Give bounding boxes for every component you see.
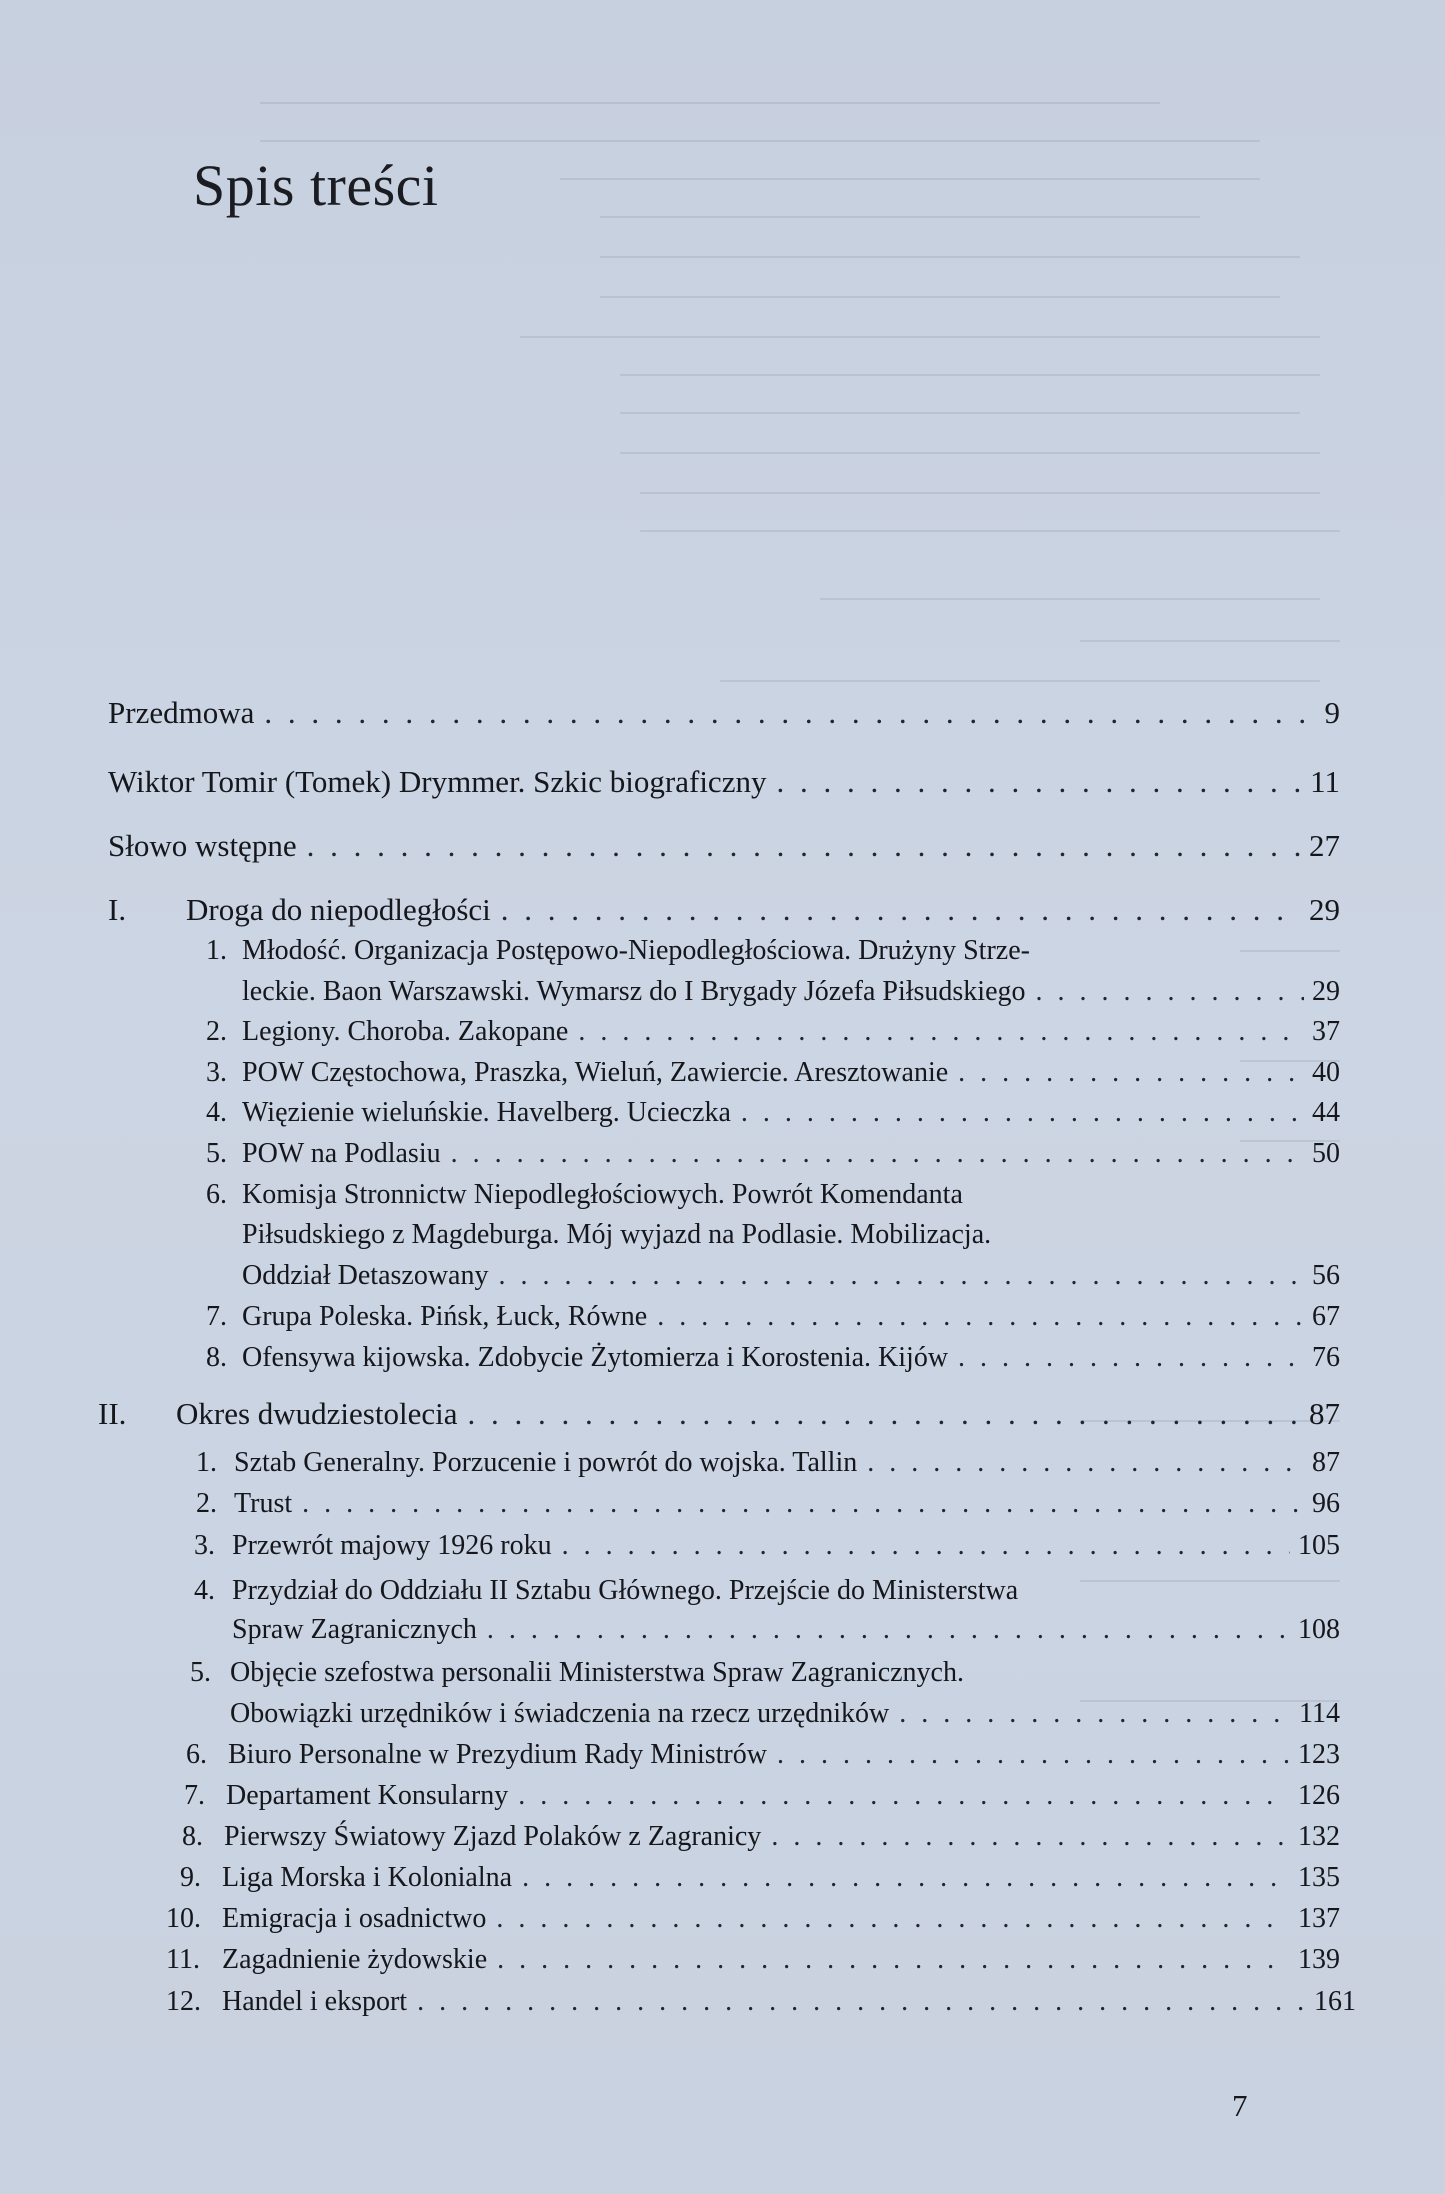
toc-item-line	[206, 935, 1030, 967]
toc-item	[206, 1057, 1340, 1089]
item-text: Przewrót majowy 1926 roku	[232, 1530, 552, 1561]
toc-item-line	[206, 1179, 963, 1211]
item-text: Liga Morska i Kolonialna	[222, 1862, 513, 1893]
toc-page-number: 44	[1312, 1097, 1340, 1128]
toc-item	[206, 1016, 1340, 1048]
toc-page-number: 40	[1312, 1057, 1340, 1088]
item-text: Biuro Personalne w Prezydium Rady Ministrów	[228, 1739, 767, 1770]
toc-page-number: 132	[1298, 1821, 1340, 1852]
toc-item	[242, 976, 1340, 1008]
leader-dots	[487, 1614, 1290, 1646]
toc-entry-preface	[108, 695, 1340, 731]
toc-item	[206, 1342, 1340, 1374]
page-folio: 7	[1232, 2088, 1248, 2123]
item-number: 7.	[206, 1301, 227, 1332]
item-number: 4.	[194, 1575, 215, 1606]
toc-page-number: 37	[1312, 1016, 1340, 1047]
toc-item-line	[190, 1657, 964, 1689]
item-text: Departament Konsularny	[226, 1780, 509, 1811]
leader-dots	[958, 1342, 1304, 1374]
item-number: 1.	[206, 935, 227, 966]
toc-item	[184, 1780, 1340, 1812]
leader-dots	[578, 1016, 1304, 1048]
toc-item	[182, 1821, 1340, 1853]
toc-item	[206, 1097, 1340, 1129]
toc-page-number: 114	[1299, 1698, 1340, 1729]
toc-page-number: 11	[1310, 764, 1340, 799]
toc-page-number: 29	[1312, 976, 1340, 1007]
leader-dots	[498, 1260, 1304, 1292]
toc-item	[230, 1698, 1340, 1730]
leader-dots	[451, 1138, 1304, 1170]
toc-item	[186, 1739, 1340, 1771]
toc-item-line	[194, 1575, 1018, 1607]
leader-dots	[867, 1447, 1304, 1479]
toc-page-number: 135	[1298, 1862, 1340, 1893]
toc-page-number: 27	[1309, 828, 1340, 863]
toc-part-1	[108, 892, 1340, 928]
item-text: Zagadnienie żydowskie	[222, 1944, 488, 1975]
leader-dots	[741, 1097, 1304, 1129]
leader-dots	[467, 1396, 1301, 1432]
part-title: Droga do niepodległości	[186, 892, 491, 927]
leader-dots	[302, 1488, 1304, 1520]
leader-dots	[1036, 976, 1304, 1008]
item-number: 6.	[186, 1739, 207, 1770]
item-number: 1.	[196, 1447, 217, 1478]
toc-item	[196, 1447, 1340, 1479]
toc-page-number: 56	[1312, 1260, 1340, 1291]
leader-dots	[496, 1903, 1290, 1935]
leader-dots	[497, 1944, 1290, 1976]
toc-page-number: 76	[1312, 1342, 1340, 1373]
item-text: Grupa Poleska. Pińsk, Łuck, Równe	[242, 1301, 648, 1332]
item-number: 10.	[166, 1903, 201, 1934]
toc-page-number: 87	[1312, 1447, 1340, 1478]
toc-item	[206, 1301, 1340, 1333]
item-number: 8.	[182, 1821, 203, 1852]
item-number: 6.	[206, 1179, 227, 1210]
item-text: Komisja Stronnictw Niepodległościowych. Powrót Komendanta	[242, 1179, 963, 1210]
item-text: Objęcie szefostwa personalii Ministerstwa Spraw Zagranicznych.	[230, 1657, 964, 1688]
part-number: I.	[108, 892, 127, 927]
toc-entry-biographical-sketch	[108, 764, 1340, 800]
toc-page-number: 108	[1298, 1614, 1340, 1645]
toc-page-number: 126	[1298, 1780, 1340, 1811]
item-text: Legiony. Choroba. Zakopane	[242, 1016, 569, 1047]
leader-dots	[657, 1301, 1304, 1333]
leader-dots	[899, 1698, 1291, 1730]
item-number: 9.	[180, 1862, 201, 1893]
toc-page-number: 123	[1298, 1739, 1340, 1770]
leader-dots	[264, 695, 1316, 731]
toc-page-number: 50	[1312, 1138, 1340, 1169]
item-number: 8.	[206, 1342, 227, 1373]
item-number: 3.	[194, 1530, 215, 1561]
toc-item	[166, 1944, 1340, 1976]
toc-item	[166, 1903, 1340, 1935]
toc-page-number: 161	[1314, 1986, 1356, 2017]
item-number: 5.	[190, 1657, 211, 1688]
toc-entry-title: Słowo wstępne	[108, 828, 297, 863]
leader-dots	[522, 1862, 1290, 1894]
item-text: Piłsudskiego z Magdeburga. Mój wyjazd na Podlasie. Mobilizacja.	[242, 1219, 992, 1250]
item-number: 4.	[206, 1097, 227, 1128]
leader-dots	[958, 1057, 1304, 1089]
toc-item	[242, 1260, 1340, 1292]
item-text: Więzienie wieluńskie. Havelberg. Ucieczka	[242, 1097, 731, 1128]
item-number: 12.	[166, 1986, 201, 2017]
leader-dots	[771, 1821, 1290, 1853]
leader-dots	[777, 1739, 1290, 1771]
item-text: Trust	[234, 1488, 293, 1519]
item-number: 5.	[206, 1138, 227, 1169]
part-title: Okres dwudziestolecia	[176, 1396, 458, 1431]
toc-item	[194, 1530, 1340, 1562]
leader-dots	[501, 892, 1301, 928]
toc-page-number: 139	[1298, 1944, 1340, 1975]
item-text: Handel i eksport	[222, 1986, 408, 2017]
item-text: Pierwszy Światowy Zjazd Polaków z Zagranicy	[224, 1821, 762, 1852]
toc-entry-title: Wiktor Tomir (Tomek) Drymmer. Szkic biograficzny	[108, 764, 767, 799]
item-text: Ofensywa kijowska. Zdobycie Żytomierza i Korostenia. Kijów	[242, 1342, 949, 1373]
item-number: 11.	[166, 1944, 200, 1975]
toc-item	[206, 1138, 1340, 1170]
toc-item	[180, 1862, 1340, 1894]
item-text: Emigracja i osadnictwo	[222, 1903, 487, 1934]
item-text: Młodość. Organizacja Postępowo-Niepodległościowa. Drużyny Strze-	[242, 935, 1030, 966]
toc-item-line	[242, 1219, 991, 1251]
page-title: Spis treści	[193, 153, 439, 218]
leader-dots	[417, 1986, 1306, 2018]
item-text: POW na Podlasiu	[242, 1138, 441, 1169]
toc-page-number: 87	[1309, 1396, 1340, 1431]
leader-dots	[307, 828, 1301, 864]
toc-item	[196, 1488, 1340, 1520]
toc-page-number: 29	[1309, 892, 1340, 927]
toc-page-number: 9	[1324, 695, 1340, 730]
toc-page-number: 137	[1298, 1903, 1340, 1934]
item-text: POW Częstochowa, Praszka, Wieluń, Zawiercie. Aresztowanie	[242, 1057, 949, 1088]
item-number: 7.	[184, 1780, 205, 1811]
item-text: Oddział Detaszowany	[242, 1260, 489, 1291]
toc-entry-title: Przedmowa	[108, 695, 255, 730]
toc-item	[232, 1614, 1340, 1646]
leader-dots	[776, 764, 1302, 800]
item-text: Sztab Generalny. Porzucenie i powrót do wojska. Tallin	[234, 1447, 858, 1478]
leader-dots	[518, 1780, 1290, 1812]
item-number: 2.	[196, 1488, 217, 1519]
toc-page-number: 96	[1312, 1488, 1340, 1519]
part-number: II.	[98, 1396, 127, 1431]
toc-entry-introduction	[108, 828, 1340, 864]
toc-page-number: 105	[1298, 1530, 1340, 1561]
toc-item	[166, 1986, 1356, 2018]
item-text: leckie. Baon Warszawski. Wymarsz do I Brygady Józefa Piłsudskiego	[242, 976, 1026, 1007]
toc-page-number: 67	[1312, 1301, 1340, 1332]
item-number: 3.	[206, 1057, 227, 1088]
item-text: Obowiązki urzędników i świadczenia na rzecz urzędników	[230, 1698, 890, 1729]
leader-dots	[562, 1530, 1290, 1562]
item-number: 2.	[206, 1016, 227, 1047]
item-text: Spraw Zagranicznych	[232, 1614, 477, 1645]
item-text: Przydział do Oddziału II Sztabu Głównego. Przejście do Ministerstwa	[232, 1575, 1019, 1606]
toc-part-2	[98, 1396, 1340, 1432]
